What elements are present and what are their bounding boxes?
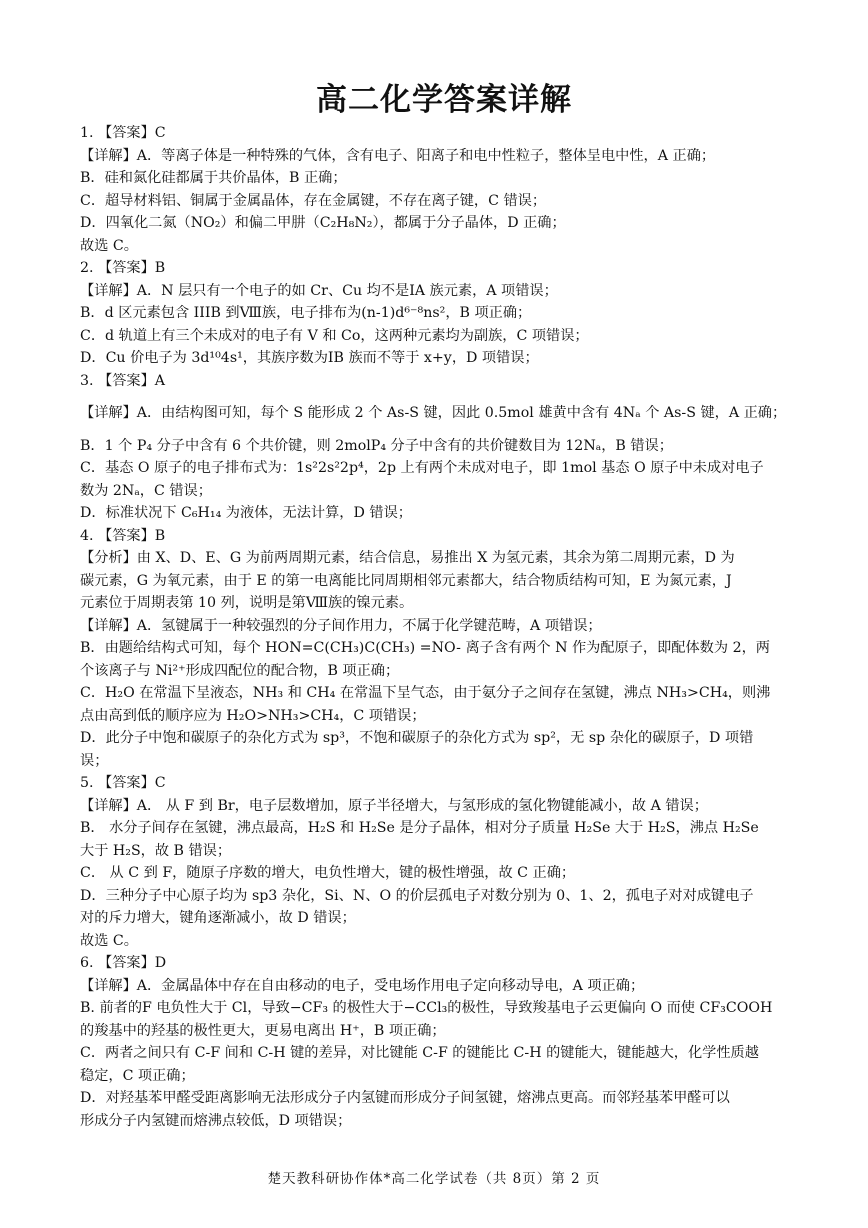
text-line: 大于 H₂S，故 B 错误； <box>80 842 232 859</box>
text-line: C．两者之间只有 C-F 间和 C-H 键的差异，对比键能 C-F 的键能比 C-H 的键能大，键能越大，化学性质越 <box>80 1045 759 1061</box>
text-line: 1. 【答案】C <box>80 125 166 141</box>
text-line: D．标准状况下 C₆H₁₄ 为液体，无法计算，D 错误； <box>80 505 412 521</box>
text-line: C．基态 O 原子的电子排布式为：1s²2s²2p⁴，2p 上有两个未成对电子，即 1mol 基态 O 原子中未成对电子 <box>80 460 764 476</box>
text-line: 故选 C。 <box>80 932 138 949</box>
text-line: 5. 【答案】C <box>80 775 166 791</box>
text-line: B．1 个 P₄ 分子中含有 6 个共价键，则 2molP₄ 分子中含有的共价键数目为 12Nₐ，B 错误； <box>80 437 673 454</box>
text-line: 误； <box>80 752 109 769</box>
text-line: B．d 区元素包含 IIIB 到Ⅷ族，电子排布为(n-1)d⁶⁻⁸ns²，B 项正确； <box>80 305 532 321</box>
text-line: D．此分子中饱和碳原子的杂化方式为 sp³，不饱和碳原子的杂化方式为 sp²，无 sp 杂化的碳原子，D 项错 <box>80 730 754 746</box>
text-line: 元素位于周期表第 10 列，说明是第Ⅷ族的镍元素。 <box>80 595 414 611</box>
text-line: 【详解】A．金属晶体中存在自由移动的电子，受电场作用电子定向移动导电，A 项正确； <box>80 977 645 994</box>
text-line: 【详解】A．由结构图可知，每个 S 能形成 2 个 As-S 键，因此 0.5mol 雄黄中含有 4Nₐ 个 As-S 键，A 正确； <box>80 405 787 421</box>
text-line: 3. 【答案】A <box>80 372 166 389</box>
text-line: 2. 【答案】B <box>80 260 166 276</box>
text-line: 【详解】A．氢键属于一种较强烈的分子间作用力，不属于化学键范畴，A 项错误； <box>80 617 602 634</box>
text-line: C．H₂O 在常温下呈液态，NH₃ 和 CH₄ 在常温下呈气态，由于氨分子之间存在氢键，沸点 NH₃>CH₄，则沸 <box>80 685 771 701</box>
text-line: D．四氧化二氮（NO₂）和偏二甲肼（C₂H₈N₂），都属于分子晶体，D 正确； <box>80 215 566 231</box>
text-line: C．超导材料铝、铜属于金属晶体，存在金属键，不存在离子键，C 错误； <box>80 192 547 209</box>
answer-content <box>80 122 808 1132</box>
text-line: 对的斥力增大，键角逐渐减小，故 D 错误； <box>80 910 356 926</box>
page-footer: 楚天教科研协作体*高二化学试卷（共 8页）第 2 页 <box>267 1171 601 1187</box>
text-line: D．三种分子中心原子均为 sp3 杂化，Si、N、O 的价层孤电子对数分别为 0、1、2，孤电子对对成键电子 <box>80 887 754 904</box>
text-line: C．d 轨道上有三个未成对的电子有 V 和 Co，这两种元素均为副族，C 项错误； <box>80 327 589 344</box>
text-line: 【详解】A．等离子体是一种特殊的气体，含有电子、阳离子和电中性粒子，整体呈电中性，A 正确； <box>80 147 716 164</box>
text-line: B．硅和氮化硅都属于共价晶体，B 正确； <box>80 170 347 186</box>
text-line: 【详解】A．N 层只有一个电子的如 Cr、Cu 均不是IA 族元素，A 项错误； <box>80 282 558 299</box>
text-line: 个该离子与 Ni²⁺形成四配位的配合物，B 项正确； <box>80 662 400 679</box>
text-line: B． 水分子间存在氢键，沸点最高，H₂S 和 H₂Se 是分子晶体，相对分子质量 H₂Se 大于 H₂S，沸点 H₂Se <box>80 820 759 836</box>
text-line: 4. 【答案】B <box>80 527 166 544</box>
text-line: 6. 【答案】D <box>80 955 167 971</box>
text-line: 【详解】A． 从 F 到 Br，电子层数增加，原子半径增大，与氢形成的氢化物键能减小，故 A 错误； <box>80 797 708 814</box>
text-line: 的羧基中的羟基的极性更大，更易电离出 H⁺，B 项正确； <box>80 1022 446 1039</box>
text-line: D．对羟基苯甲醛受距离影响无法形成分子内氢键而形成分子间氢键，熔沸点更高。而邻羟基苯甲醛可以 <box>80 1090 730 1106</box>
page-title: 高二化学答案详解 <box>316 82 572 118</box>
text-line: 故选 C。 <box>80 237 138 254</box>
text-line: B. 前者的F 电负性大于 Cl，导致−CF₃ 的极性大于−CCl₃的极性，导致羧基电子云更偏向 O 而使 CF₃COOH <box>80 1000 773 1016</box>
text-line: D．Cu 价电子为 3d¹⁰4s¹，其族序数为IB 族而不等于 x+y，D 项错误； <box>80 350 539 366</box>
text-line: C． 从 C 到 F，随原子序数的增大，电负性增大，键的极性增强，故 C 正确； <box>80 865 576 881</box>
text-line: 碳元素，G 为氧元素，由于 E 的第一电离能比同周期相邻元素都大，结合物质结构可知，E 为氮元素，J <box>80 572 732 589</box>
text-line: 形成分子内氢键而熔沸点较低，D 项错误； <box>80 1112 352 1129</box>
text-line: 【分析】由 X、D、E、G 为前两周期元素，结合信息，易推出 X 为氢元素，其余为第二周期元素，D 为 <box>80 550 735 566</box>
text-line: 数为 2Nₐ，C 错误； <box>80 482 212 499</box>
text-line: B．由题给结构式可知，每个 HON=C(CH₃)C(CH₃) =NO- 离子含有两个 N 作为配原子，即配体数为 2，两 <box>80 640 770 656</box>
text-line: 点由高到低的顺序应为 H₂O>NH₃>CH₄，C 项错误； <box>80 707 426 724</box>
text-line: 稳定，C 项正确； <box>80 1067 195 1084</box>
